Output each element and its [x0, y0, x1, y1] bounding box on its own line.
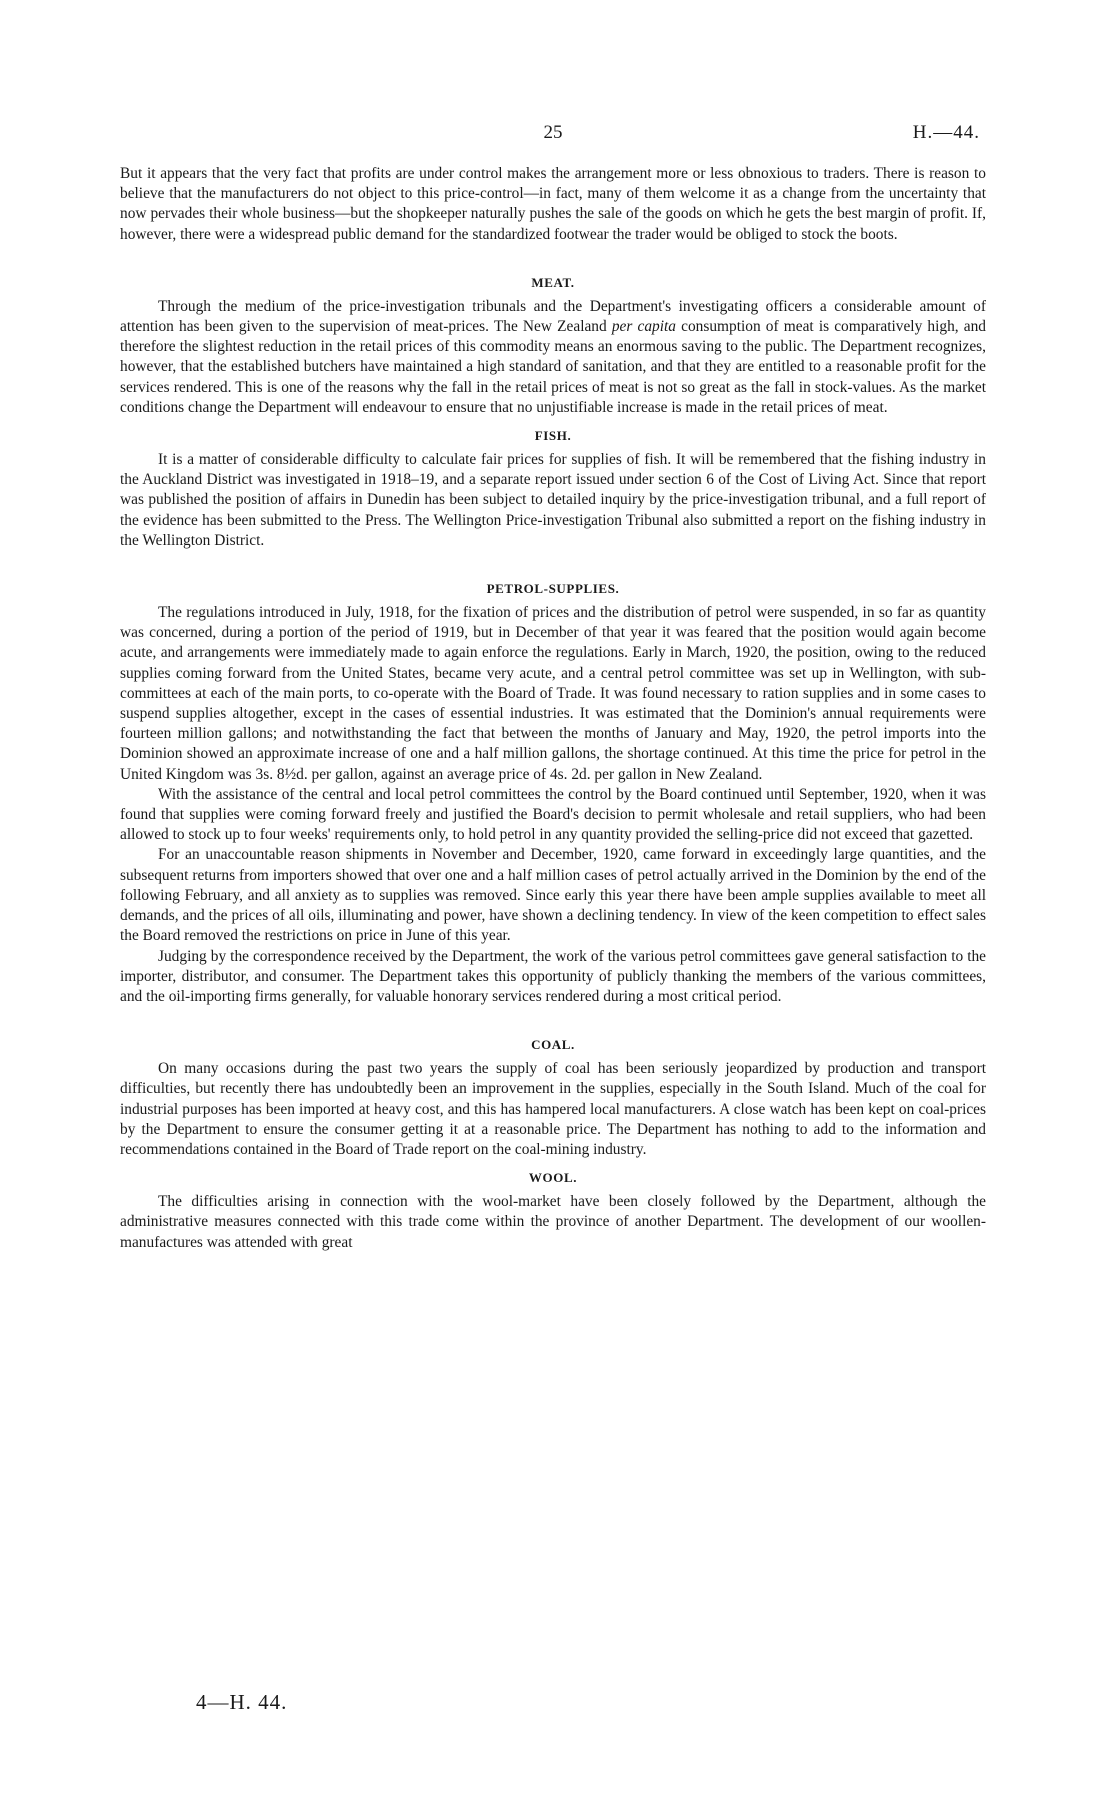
coal-paragraph: On many occasions during the past two years the supply of coal has been seriously jeopardized by production and transport difficulties, but recently there has undoubtedly been an improvement in the supplies, especially in the South Island. Much of the coal for industrial purposes has been imported at heavy cost, and this has hampered local manufacturers. A close watch has been kept on coal-prices by the Department to ensure the consumer getting it at a reasonable price. The Department has nothing to add to the information and recommendations contained in the Board of Trade report on the coal-mining industry. [120, 1060, 986, 1158]
petrol-paragraph-4: Judging by the correspondence received by the Department, the work of the various petrol committees gave general satisfaction to the importer, distributor, and consumer. The Department takes this opportunity of publicly thanking the members of the various committees, and the oil-importing firms generally, for valuable honorary services rendered during a most critical period. [120, 947, 986, 1005]
petrol-heading: PETROL-SUPPLIES. [486, 581, 620, 597]
meat-heading: MEAT. [531, 274, 575, 290]
fish-heading: FISH. [534, 428, 572, 444]
page-header [120, 118, 986, 148]
coal-heading: COAL. [531, 1037, 575, 1053]
meat-section [120, 275, 986, 418]
meat-text-after: consumption of meat is comparatively high, and therefore the slightest reduction in the retail prices of this commodity means an enormous saving to the public. The Department recognizes, however, that the established butchers have maintained a high standard of sanitation, and that they are entitled to a reasonable profit for the services rendered. This is one of the reasons why the fall in the retail prices of meat is not so great as the fall in stock-values. As the market conditions change the Department will endeavour to ensure that no unjustifiable increase is made in the retail prices of meat. [120, 318, 986, 416]
petrol-paragraph-3: For an unaccountable reason shipments in November and December, 1920, came forward in exceedingly large quantities, and the subsequent returns from importers showed that over one and a half million cases of petrol actually arrived in the Dominion by the end of the following February, and all anxiety as to supplies was removed. Since early this year there have been ample supplies available to meet all demands, and the prices of all oils, illuminating and power, have shown a declining tendency. In view of the keen competition to effect sales the Board removed the restrictions on price in June of this year. [120, 846, 986, 945]
wool-paragraph: The difficulties arising in connection with the wool-market have been closely followed by the Department, although the administrative measures connected with this trade come within the province of another Department. The development of our woollen-manufactures was attended with great [120, 1193, 986, 1251]
page-number: 25 [543, 122, 563, 143]
fish-section [120, 428, 986, 551]
petrol-paragraph-2: With the assistance of the central and local petrol committees the control by the Board continued until September, 1920, when it was found that supplies were coming forward freely and justified the Board's decision to permit wholesale and retail suppliers, who had been allowed to stock up to four weeks' requirements only, to hold petrol in any quantity provided the selling-price did not exceed that gazetted. [120, 785, 986, 844]
fish-paragraph: It is a matter of considerable difficulty to calculate fair prices for supplies of fish. It will be remembered that the fishing industry in the Auckland District was investigated in 1918–19, and a separate report issued under section 6 of the Cost of Living Act. Since that report was published the position of affairs in Dunedin has been subject to detailed inquiry by the price-investigation tribunal, and a full report of the evidence has been submitted to the Press. The Wellington Price-investigation Tribunal also submitted a report on the fishing industry in the Wellington District. [120, 451, 986, 549]
page-content [120, 118, 986, 1253]
meat-text-before: Through the medium of the price-investigation tribunals and the Department's investigating officers a considerable amount of attention has been given to the supervision of meat-prices. The New Zealand [120, 297, 986, 336]
coal-section [120, 1037, 986, 1160]
meat-paragraph [120, 297, 986, 418]
footer-reference: 4—H. 44. [196, 1690, 288, 1714]
wool-heading: WOOL. [528, 1170, 578, 1186]
petrol-paragraph-1: The regulations introduced in July, 1918, for the fixation of prices and the distribution of petrol were suspended, in so far as quantity was concerned, during a portion of the period of 1919, but in December of that year it was feared that the position would again become acute, and arrangements were immediately made to again enforce the regulations. Early in March, 1920, the position, owing to the reduced supplies coming forward from the United States, became very acute, and a central petrol committee was set up in Wellington, with sub-committees at each of the main ports, to co-operate with the Board of Trade. It was found necessary to ration supplies and in some cases to suspend supplies altogether, except in the cases of essential industries. It was estimated that the Dominion's annual requirements were fourteen million gallons; and notwithstanding the fact that between the months of January and May, 1920, the petrol imports into the Dominion showed an approximate increase of one and a half million gallons, the shortage continued. At this time the price for petrol in the United Kingdom was 3s. 8½d. per gallon, against an average price of 4s. 2d. per gallon in New Zealand. [120, 604, 986, 783]
meat-text-italic: per capita [611, 318, 676, 336]
intro-paragraph: But it appears that the very fact that profits are under control makes the arrangement more or less obnoxious to traders. There is reason to believe that the manufacturers do not object to this price-control—in fact, many of them welcome it as a change from the uncertainty that now pervades their whole business—but the shopkeeper naturally pushes the sale of the goods on which he gets the best margin of profit. If, however, there were a widespread public demand for the standardized footwear the trader would be obliged to stock the boots. [120, 165, 986, 243]
intro-section [120, 164, 986, 245]
wool-section [120, 1170, 986, 1253]
petrol-section [120, 581, 986, 1007]
document-reference: H.—44. [912, 122, 980, 143]
